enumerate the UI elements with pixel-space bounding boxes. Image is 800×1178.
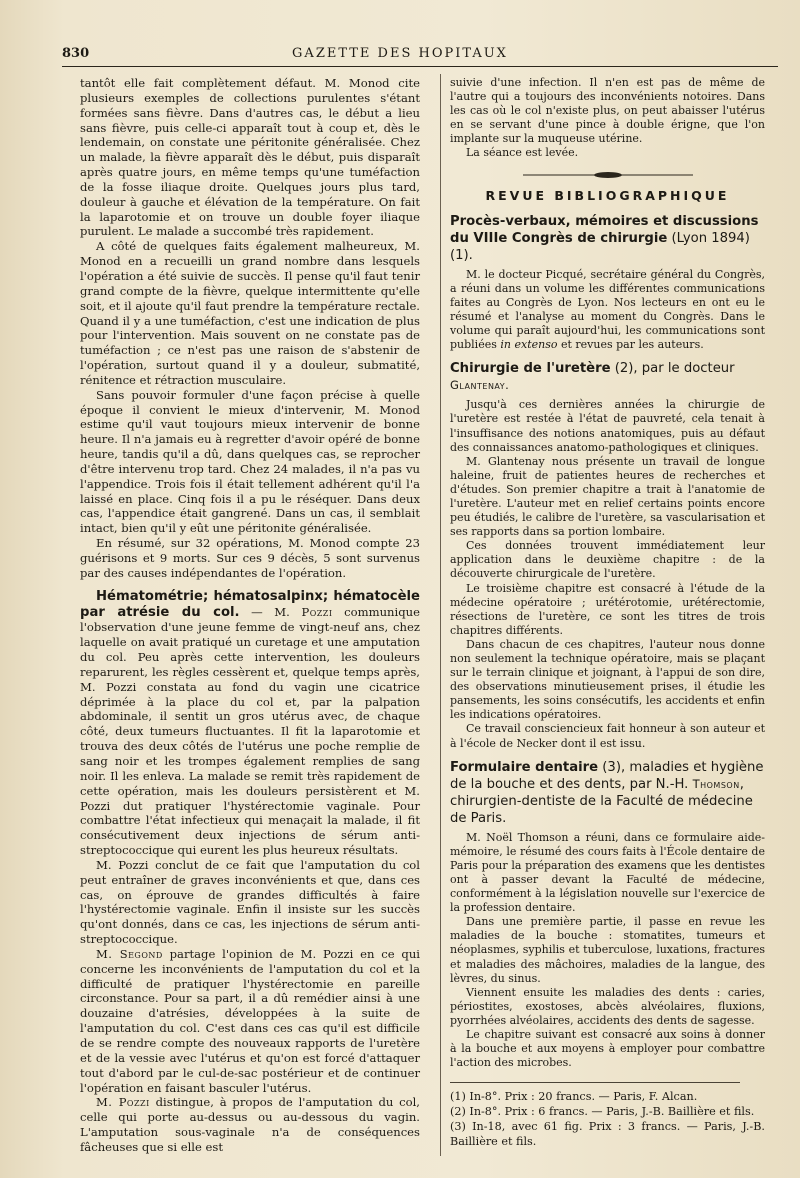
- paragraph: Viennent ensuite les maladies des dents : caries, périostites, exostoses, abcès alvéolaires, fluxions, pyorrhées alvéolaires, accidents des dents de sagesse.: [450, 985, 765, 1027]
- paragraph: suivie d'une infection. Il n'en est pas de même de l'autre qui a toujours des inconvénients notoires. Dans les cas où le col n'existe plus, on peut abaisser l'utérus en se servant d'une pince à double érigne, que l'on implante sur la muqueuse utérine.: [450, 76, 765, 146]
- author-name: Glantenay.: [450, 378, 510, 393]
- paragraph: Hématométrie; hématosalpinx; hématocèle par atrésie du col. — M. Pozzi communique l'observation d'une jeune femme de vingt-neuf ans, chez laquelle on avait pratiqué un curetage et une amputation du col. Peu après cette intervention, les douleurs reparurent, les règles cessèrent et, quelque temps après, M. Pozzi constata au fond du vagin une cicatrice déprimée à la place du col et, par la palpation abdominale, il sentit un gros utérus avec, de chaque côté, deux tumeurs fluctuantes. Il fit la laparotomie et trouva des deux côtés de l'utérus une poche remplie de sang noir et les trompes également remplies de sang noir. Il les enleva. La malade se remit très rapidement de cette opération, mais les douleurs persistèrent et M. Pozzi dut pratiquer l'hystérectomie vaginale. Pour combattre l'état infectieux qui menaçait la malade, il fit consécutivement deux injections de sérum anti-streptococcique qui eurent les plus heureux résultats.: [80, 588, 420, 858]
- author-name: Thomson: [692, 776, 740, 791]
- paragraph: M. le docteur Picqué, secrétaire général du Congrès, a réuni dans un volume les différentes communications faites au Congrès de Lyon. Nos lecteurs en ont eu le résumé et l'analyse au moment du Congrès. Dans le volume qui paraît aujourd'hui, les communications sont publiées in extenso et revues par les auteurs.: [450, 267, 765, 352]
- section-heading: Hématométrie; hématosalpinx; hématocèle par atrésie du col.: [80, 588, 420, 620]
- paragraph: Sans pouvoir formuler d'une façon précise à quelle époque il convient le mieux d'intervenir, M. Monod estime qu'il vaut toujours mieux intervenir de bonne heure. Il n'a jamais eu à regretter d'avoir opéré de bonne heure, tandis qu'il a dû, dans quelques cas, se reprocher d'être intervenu trop tard. Chez 24 malades, il n'a pas vu l'appendice. Trois fois il était tellement adhérent qu'il l'a laissé en place. Cinq fois il a pu le réséquer. Dans deux cas, l'appendice était gangrené. Dans un cas, il semblait intact, bien qu'il y eût une péritonite généralisée.: [80, 387, 420, 536]
- footnote: (3) In-18, avec 61 fig. Prix : 3 francs. — Paris, J.-B. Baillière et fils.: [450, 1120, 765, 1149]
- paragraph: M. Pozzi conclut de ce fait que l'amputation du col peut entraîner de graves inconvénients et que, dans ces cas, on éprouve de grandes difficultés à faire l'hystérectomie vaginale. Enfin il insiste sur les succès qu'ont donnés, dans ce cas, les injections de sérum anti-streptococcique.: [80, 857, 420, 947]
- section-title: REVUE BIBLIOGRAPHIQUE: [485, 187, 730, 203]
- paragraph: Ce travail consciencieux fait honneur à son auteur et à l'école de Necker dont il est issu.: [450, 722, 765, 750]
- running-header: GAZETTE DES HOPITAUX: [292, 46, 508, 61]
- paragraph: Le chapitre suivant est consacré aux soins à donner à la bouche et aux moyens à employer pour combattre l'action des microbes.: [450, 1027, 765, 1070]
- paragraph: M. Pozzi distingue, à propos de l'amputation du col, celle qui porte au-dessus ou au-dessous du vagin. L'amputation sous-vaginale n'a de conséquences fâcheuses que si elle est: [80, 1095, 420, 1154]
- ornament-divider: [450, 169, 765, 183]
- paragraph: M. Noël Thomson a réuni, dans ce formulaire aide-mémoire, le résumé des cours faits à l'École dentaire de Paris pour la préparation des examens que les dentistes ont à passer devant la Faculté de médecine, conformément à la législation nouvelle sur l'exercice de la profession dentaire.: [450, 830, 765, 915]
- author-name: Pozzi: [301, 604, 333, 619]
- paragraph: Dans une première partie, il passe en revue les maladies de la bouche : stomatites, tumeurs et néoplasmes, syphilis et tuberculose, luxations, fractures et maladies des mâchoires, maladies de la langue, des lèvres, du sinus.: [450, 915, 765, 985]
- column-separator: [440, 74, 441, 1156]
- paragraph: Ces données trouvent immédiatement leur application dans le deuxième chapitre : de la découverte chirurgicale de l'uretère.: [450, 539, 765, 581]
- right-column: [450, 76, 765, 1149]
- paragraph: La séance est levée.: [466, 146, 579, 160]
- footnote: (2) In-8°. Prix : 6 francs. — Paris, J.-B. Baillière et fils.: [450, 1105, 755, 1119]
- paragraph: tantôt elle fait complètement défaut. M. Monod cite plusieurs exemples de collections purulentes s'étant formées sans fièvre. Dans d'autres cas, le début a lieu sans fièvre, puis celle-ci apparaît tout à coup et, dès le lendemain, on constate une péritonite généralisée. Chez un malade, la fièvre apparaît dès le début, puis disparaît après quatre jours, en même temps qu'une tuméfaction de la fosse iliaque droite. Quelques jours plus tard, douleur à gauche et élévation de la température. On fait la laparotomie et on trouve un double foyer iliaque purulent. Le malade a succombé très rapidement.: [80, 76, 420, 239]
- footnote: (1) In-8°. Prix : 20 francs. — Paris, F. Alcan.: [450, 1090, 698, 1104]
- paragraph: M. Glantenay nous présente un travail de longue haleine, fruit de patientes heures de recherches et d'études. Son premier chapitre a trait à l'anatomie de l'uretère. L'auteur met en relief certains points encore peu étudiés, le calibre de l'uretère, sa vascularisation et ses rapports dans sa portion lombaire.: [450, 454, 765, 539]
- review-heading: Formulaire dentaire (3), maladies et hygiène de la bouche et des dents, par N.-H. Thomson, chirurgien-dentiste de la Faculté de médecine de Paris.: [450, 759, 764, 826]
- review-heading: Chirurgie de l'uretère (2), par le docteur Glantenay.: [450, 361, 735, 393]
- paragraph: M. Segond partage l'opinion de M. Pozzi en ce qui concerne les inconvénients de l'amputation du col et la difficulté de pratiquer l'hystérectomie en pareille circonstance. Pour sa part, il a dû remédier ainsi à une douzaine d'atrésies, développées à la suite de l'amputation du col. C'est dans ces cas qu'il est difficile de se rendre compte des nouveaux rapports de l'uretère et de la vessie avec l'utérus et qu'on est forcé d'attaquer tout d'abord par le cul-de-sac postérieur et de continuer l'opération en faisant basculer l'utérus.: [80, 946, 420, 1095]
- author-name: M. Segond: [96, 946, 163, 961]
- paragraph: Jusqu'à ces dernières années la chirurgie de l'uretère est restée à l'état de pauvreté, cela tenait à l'insuffisance des notions anatomiques, puis au défaut des connaissances anatomo-pathologiques et cliniques.: [450, 398, 765, 454]
- left-column: [80, 76, 420, 1155]
- review-heading: Procès-verbaux, mémoires et discussions du VIIIe Congrès de chirurgie (Lyon 1894) (1).: [450, 213, 759, 263]
- paragraph: Dans chacun de ces chapitres, l'auteur nous donne non seulement la technique opératoire, mais se plaçant sur le terrain clinique et joignant, à l'appui de son dire, des observations minutieusement prises, il étudie les pansements, les soins consécutifs, les accidents et enfin les indications opératoires.: [450, 637, 765, 722]
- paragraph: A côté de quelques faits également malheureux, M. Monod en a recueilli un grand nombre dans lesquels l'opération a été suivie de succès. Il pense qu'il faut tenir grand compte de la fièvre, quelque intermittente qu'elle soit, et il ajoute qu'il faut prendre la température rectale. Quand il y a une tuméfaction, c'est une indication de plus pour l'intervention. Mais souvent on ne constate pas de tuméfaction ; ce n'est pas une raison de s'abstenir de l'opération, surtout quand il y a douleur, submatité, rénitence et rétraction musculaire.: [80, 239, 420, 387]
- paragraph: Le troisième chapitre est consacré à l'étude de la médecine opératoire ; urétérotomie, urétérectomie, résections de l'uretère, ce sont les titres de trois chapitres différents.: [450, 581, 765, 637]
- page-number: 830: [62, 46, 90, 61]
- header-rule: [62, 66, 778, 67]
- author-name: M. Pozzi: [96, 1095, 150, 1110]
- footnote-rule: [450, 1082, 740, 1083]
- paragraph: En résumé, sur 32 opérations, M. Monod compte 23 guérisons et 9 morts. Sur ces 9 décès, 5 sont survenus par des causes indépendantes de l'opération.: [80, 536, 420, 580]
